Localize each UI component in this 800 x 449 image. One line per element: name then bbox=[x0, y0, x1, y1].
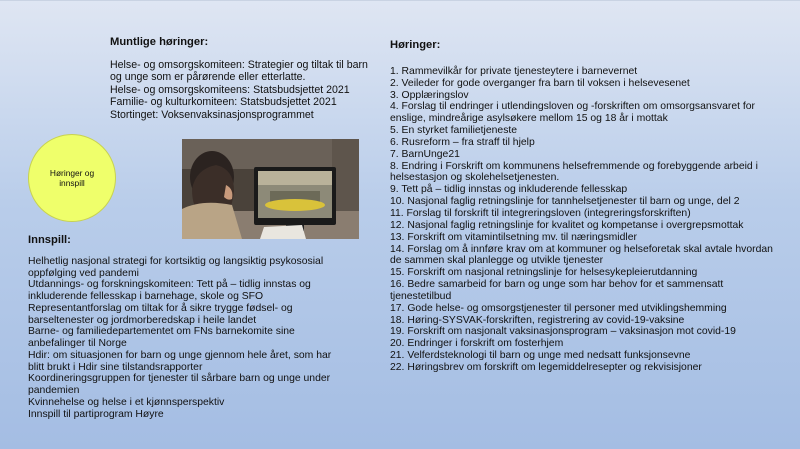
horinger-section bbox=[390, 40, 780, 374]
circle-label: Høringer og innspill bbox=[49, 168, 95, 188]
horinger-item: 22. Høringsbrev om forskrift om legemiddelresepter og rekvisisjoner bbox=[390, 361, 702, 373]
innspill-line: Barne- og familiedepartementet om FNs barnekomite sine anbefalinger til Norge bbox=[28, 326, 295, 349]
horinger-item: 19. Forskrift om nasjonalt vaksinasjonsprogram – vaksinasjon mot covid-19 bbox=[390, 326, 736, 338]
horinger-item: 11. Forslag til forskrift til integreringsloven (integreringsforskriften) bbox=[390, 207, 691, 219]
photo-illustration bbox=[182, 139, 359, 239]
horinger-item: 20. Endringer i forskrift om fosterhjem bbox=[390, 338, 564, 350]
horinger-item: 7. BarnUnge21 bbox=[390, 148, 460, 160]
horinger-item: 18. Høring-SYSVAK-forskriften, registrering av covid-19-vaksine bbox=[390, 314, 685, 326]
horinger-innspill-circle bbox=[28, 134, 116, 222]
horinger-item: 10. Nasjonal faglig retningslinje for tannhelsetjenester til barn og unge, del 2 bbox=[390, 196, 740, 208]
video-meeting-photo bbox=[182, 139, 359, 239]
innspill-section bbox=[28, 235, 338, 420]
innspill-line: Helhetlig nasjonal strategi for kortsiktig og langsiktig psykososial oppfølging ved pandemi bbox=[28, 255, 324, 279]
muntlige-line: Helse- og omsorgskomiteens: Statsbudsjettet 2021 bbox=[110, 83, 350, 96]
horinger-item: 17. Gode helse- og omsorgstjenester til personer med utviklingshemming bbox=[390, 302, 727, 314]
horinger-item: 15. Forskrift om nasjonal retningslinje for helsesykepleierutdanning bbox=[390, 267, 698, 279]
muntlige-heading: Muntlige høringer: bbox=[110, 36, 209, 48]
muntlige-section bbox=[110, 36, 370, 122]
horinger-item: 14. Forslag om å innføre krav om at kommuner og helseforetak skal avtale hvordan de sammen skal planlegge og utvikle tjenester bbox=[390, 243, 773, 267]
horinger-item: 1. Rammevilkår for private tjenesteytere i barnevernet bbox=[390, 65, 638, 77]
horinger-item: 2. Veileder for gode overganger fra barn til voksen i helsevesenet bbox=[390, 77, 690, 89]
muntlige-line: Stortinget: Voksenvaksinasjonsprogrammet bbox=[110, 108, 314, 121]
innspill-line: Koordineringsgruppen for tjenester til sårbare barn og unge under pandemien bbox=[28, 373, 331, 396]
innspill-line: Hdir: om situasjonen for barn og unge gjennom hele året, som har blitt brukt i Hdir sine tilstandsrapporter bbox=[28, 349, 332, 373]
horinger-heading: Høringer: bbox=[390, 39, 441, 51]
horinger-item: 16. Bedre samarbeid for barn og unge som har behov for et sammensatt tjenestetilbud bbox=[390, 279, 724, 302]
muntlige-line: Helse- og omsorgskomiteen: Strategier og tiltak til barn og unge som er pårørende eller etterlatte. bbox=[110, 58, 368, 84]
horinger-item: 9. Tett på – tidlig innstas og inkluderende fellesskap bbox=[390, 184, 628, 196]
horinger-item: 3. Opplæringslov bbox=[390, 89, 469, 101]
horinger-item: 4. Forslag til endringer i utlendingsloven og -forskriften om omsorgsansvaret for enslige, mindreårige asylsøkere mellom 15 og 18 år i mottak bbox=[390, 101, 755, 125]
innspill-heading: Innspill: bbox=[28, 234, 71, 246]
horinger-item: 21. Velferdsteknologi til barn og unge med nedsatt funksjonsevne bbox=[390, 350, 691, 362]
horinger-item: 13. Forskrift om vitamintilsetning mv. til næringsmidler bbox=[390, 231, 637, 243]
horinger-item: 5. En styrket familietjeneste bbox=[390, 125, 518, 137]
innspill-line: Utdannings- og forskningskomiteen: Tett på – tidlig innstas og inkluderende fellesskap i barnehage, skole og SFO bbox=[28, 279, 311, 302]
innspill-line: Representantforslag om tiltak for å sikre trygge fødsel- og barseltenester og jordmorberedskap i heile landet bbox=[28, 302, 293, 326]
horinger-item: 6. Rusreform – fra straff til hjelp bbox=[390, 136, 535, 148]
innspill-line: Innspill til partiprogram Høyre bbox=[28, 408, 164, 420]
innspill-line: Kvinnehelse og helse i et kjønnsperspektiv bbox=[28, 396, 225, 408]
horinger-item: 8. Endring i Forskrift om kommunens helsefremmende og forebyggende arbeid i helsestasjon og skolehelsetjenesten. bbox=[390, 160, 758, 184]
muntlige-line: Familie- og kulturkomiteen: Statsbudsjettet 2021 bbox=[110, 96, 337, 109]
horinger-item: 12. Nasjonal faglig retningslinje for kvalitet og kompetanse i overgrepsmottak bbox=[390, 219, 744, 231]
